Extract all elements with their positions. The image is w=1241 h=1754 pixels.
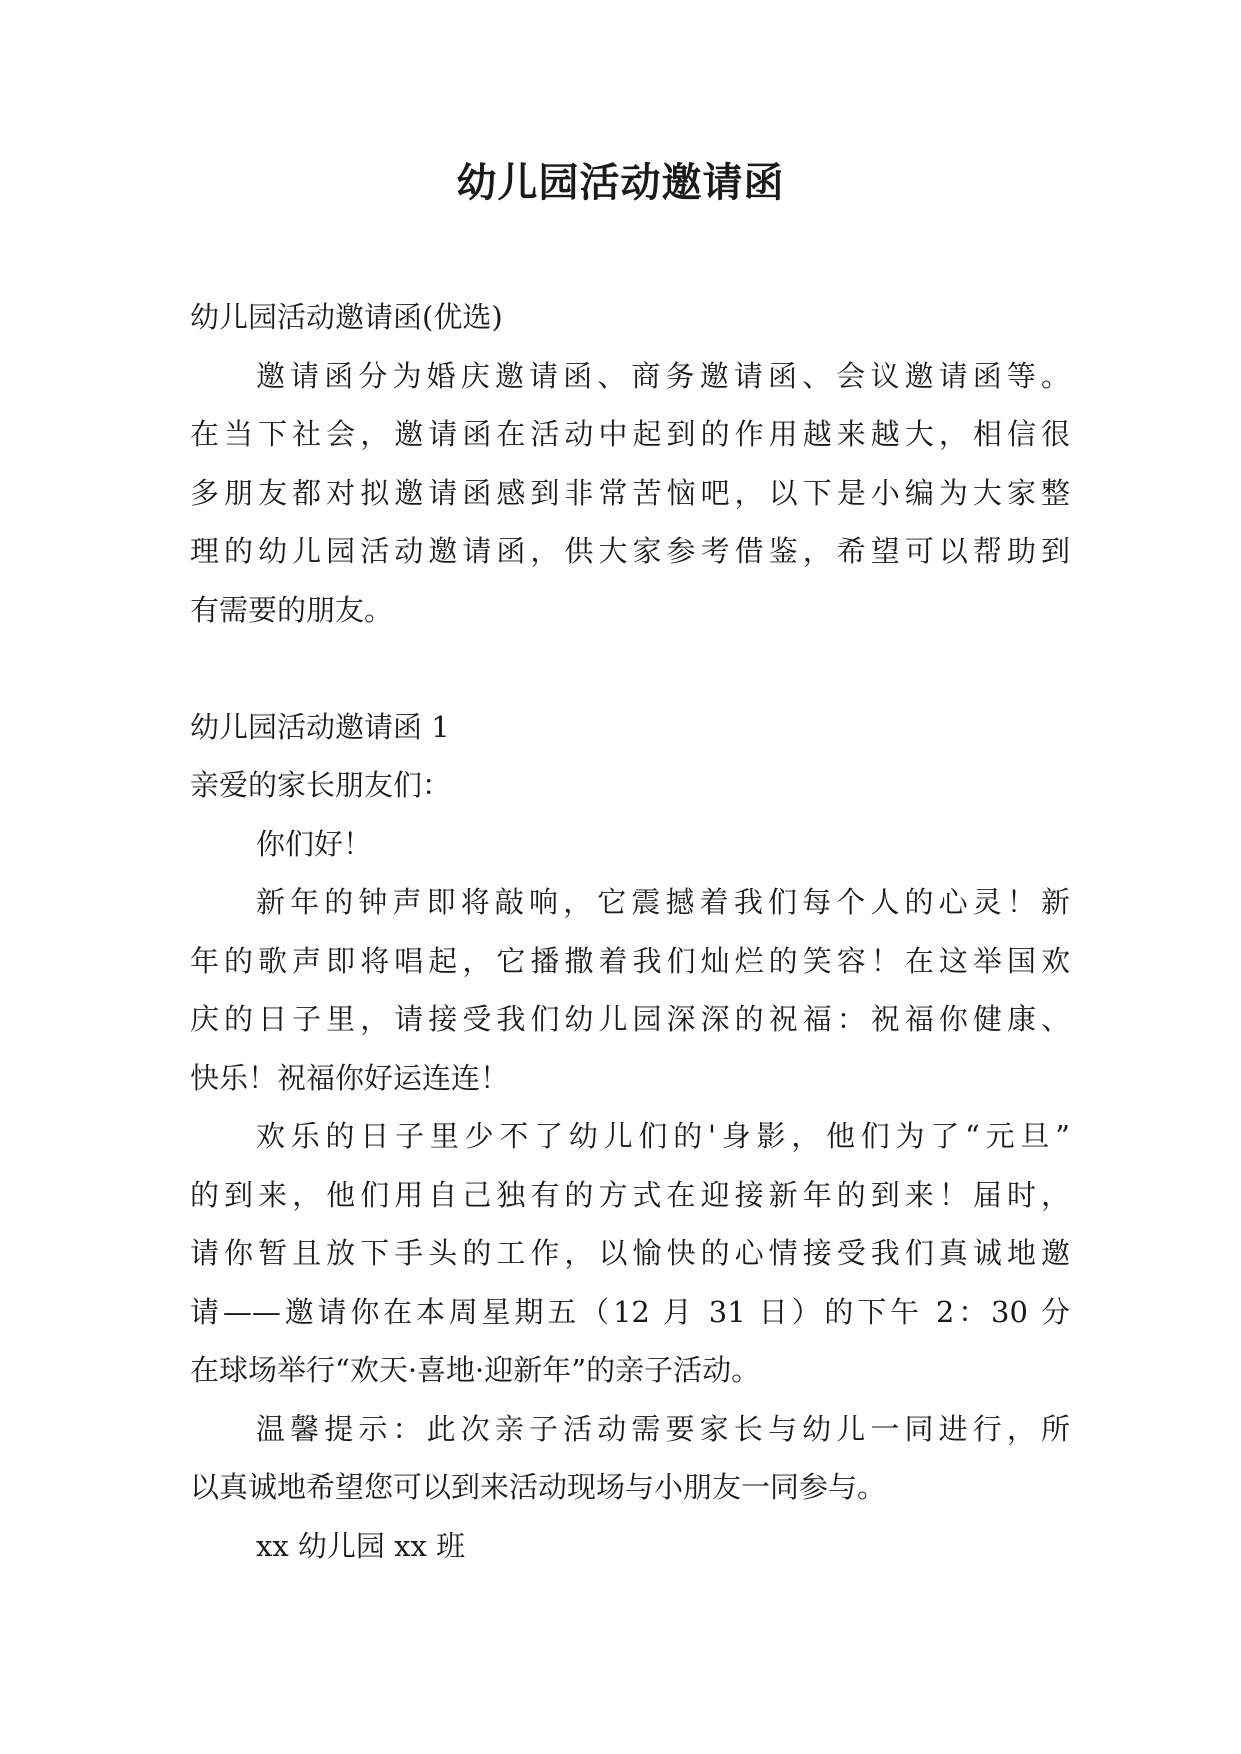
salutation: 亲爱的家长朋友们： xyxy=(190,768,452,802)
paragraph-2-line: 欢乐的日子里少不了幼儿们的'身影，他们为了“元旦” xyxy=(256,1119,1070,1153)
paragraph-2-line: 请你暂且放下手头的工作，以愉快的心情接受我们真诚地邀 xyxy=(190,1236,1070,1270)
paragraph-1-line: 新年的钟声即将敲响，它震撼着我们每个人的心灵！新 xyxy=(256,885,1070,919)
paragraph-2-line: 在球场举行“欢天·喜地·迎新年”的亲子活动。 xyxy=(190,1353,761,1387)
signature: xx 幼儿园 xx 班 xyxy=(256,1528,466,1563)
paragraph-1-line: 年的歌声即将唱起，它播撒着我们灿烂的笑容！在这举国欢 xyxy=(190,943,1070,978)
section-spacer xyxy=(190,639,1070,698)
paragraph-1-line: 快乐！祝福你好运连连！ xyxy=(190,1060,510,1095)
paragraph-3-line: 以真诚地希望您可以到来活动现场与小朋友一同参与。 xyxy=(190,1470,887,1504)
paragraph-2-line: 请——邀请你在本周星期五（12 月 31 日）的下午 2：30 分 xyxy=(190,1294,1070,1329)
section-heading: 幼儿园活动邀请函 1 xyxy=(190,709,450,744)
document-subtitle: 幼儿园活动邀请函(优选) xyxy=(190,300,503,334)
intro-line: 多朋友都对拟邀请函感到非常苦恼吧，以下是小编为大家整 xyxy=(190,475,1070,510)
document-title: 幼儿园活动邀请函 xyxy=(456,160,785,206)
paragraph-3-line: 温馨提示：此次亲子活动需要家长与幼儿一同进行，所 xyxy=(256,1411,1070,1446)
intro-line: 有需要的朋友。 xyxy=(190,592,394,627)
document-body xyxy=(190,288,1070,1575)
paragraph-1-line: 庆的日子里，请接受我们幼儿园深深的祝福：祝福你健康、 xyxy=(190,1002,1070,1036)
intro-line: 理的幼儿园活动邀请函，供大家参考借鉴，希望可以帮助到 xyxy=(190,534,1070,568)
paragraph-2-line: 的到来，他们用自己独有的方式在迎接新年的到来！届时， xyxy=(190,1177,1070,1212)
greeting: 你们好！ xyxy=(256,826,373,861)
intro-line: 在当下社会，邀请函在活动中起到的作用越来越大，相信很 xyxy=(190,417,1070,451)
intro-line: 邀请函分为婚庆邀请函、商务邀请函、会议邀请函等。 xyxy=(256,358,1070,393)
